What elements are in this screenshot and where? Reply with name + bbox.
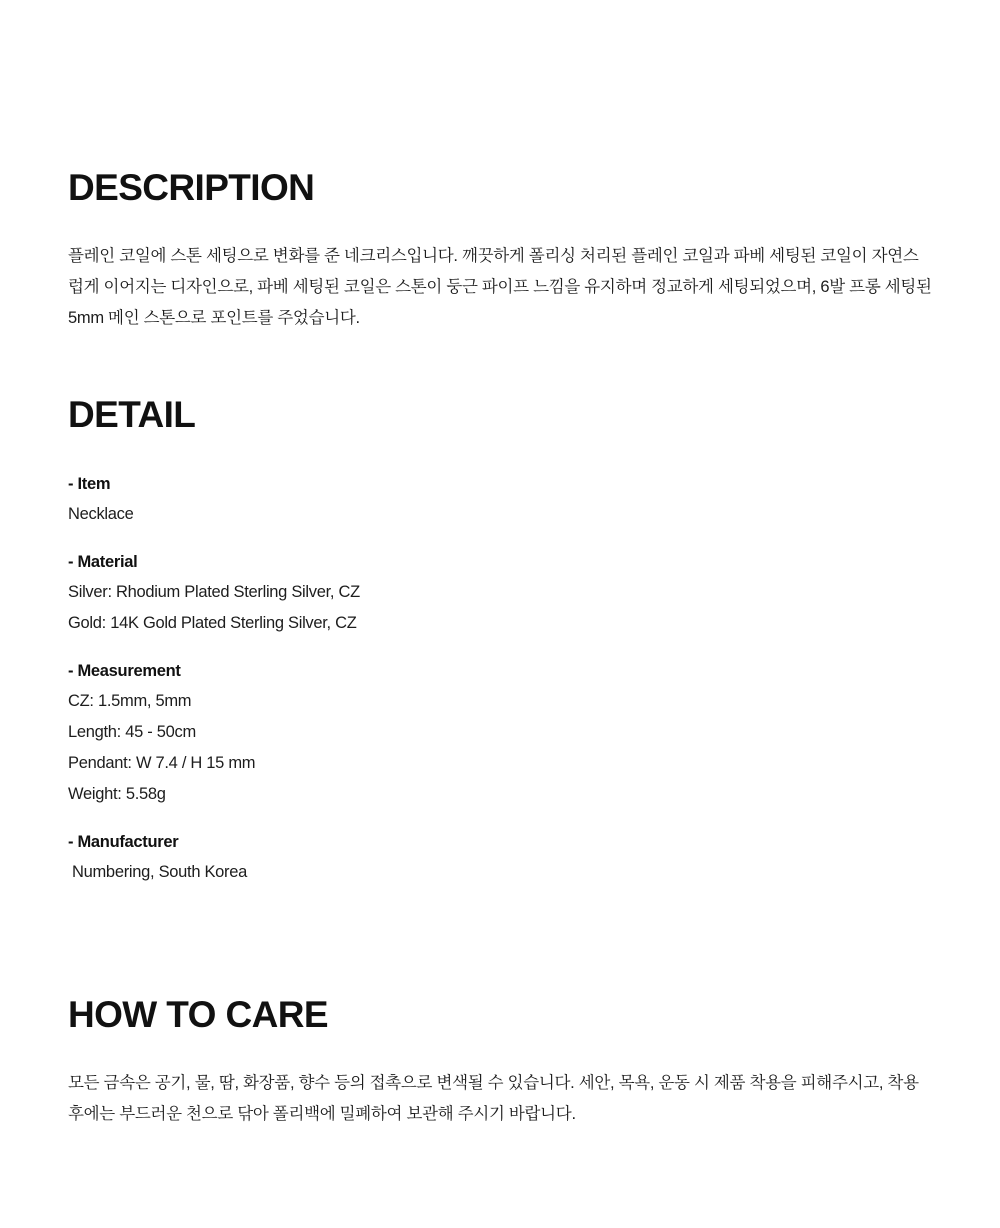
description-heading: DESCRIPTION (68, 167, 315, 208)
detail-group-manufacturer (68, 827, 360, 888)
detail-label-material: - Material (68, 553, 138, 571)
spacer (68, 639, 360, 656)
how-to-care-paragraph: 모든 금속은 공기, 물, 땀, 화장품, 향수 등의 접촉으로 변색될 수 있습니다. 세안, 목욕, 운동 시 제품 착용을 피해주시고, 착용 후에는 부드러운 천으로 닦아 폴리백에 밀폐하여 보관해 주시기 바랍니다. (68, 1074, 919, 1123)
how-to-care-heading: HOW TO CARE (68, 994, 328, 1035)
detail-value-item: Necklace (68, 505, 134, 523)
detail-label-measurement: - Measurement (68, 662, 181, 680)
detail-group-item (68, 469, 360, 530)
detail-label-manufacturer: - Manufacturer (68, 833, 179, 851)
description-paragraph: 플레인 코일에 스톤 세팅으로 변화를 준 네크리스입니다. 깨끗하게 폴리싱 처리된 플레인 코일과 파베 세팅된 코일이 자연스럽게 이어지는 디자인으로, 파베 세팅된 코일은 스톤이 둥근 파이프 느낌을 유지하며 정교하게 세팅되었으며, 6발 프롱 세팅된 5mm 메인 스톤으로 포인트를 주었습니다. (68, 247, 932, 327)
spacer (68, 810, 360, 827)
detail-group-material (68, 547, 360, 639)
detail-value-manufacturer: Numbering, South Korea (72, 863, 248, 881)
detail-value-measurement-length: Length: 45 - 50cm (68, 723, 196, 741)
spacer (68, 530, 360, 547)
detail-value-material-silver: Silver: Rhodium Plated Sterling Silver, CZ (68, 583, 360, 601)
detail-value-measurement-pendant: Pendant: W 7.4 / H 15 mm (68, 754, 256, 772)
detail-value-measurement-weight: Weight: 5.58g (68, 785, 166, 803)
detail-value-measurement-cz: CZ: 1.5mm, 5mm (68, 692, 192, 710)
detail-heading: DETAIL (68, 394, 196, 435)
detail-value-material-gold: Gold: 14K Gold Plated Sterling Silver, CZ (68, 614, 357, 632)
detail-label-item: - Item (68, 475, 111, 493)
detail-list (68, 469, 360, 888)
detail-group-measurement (68, 656, 360, 810)
